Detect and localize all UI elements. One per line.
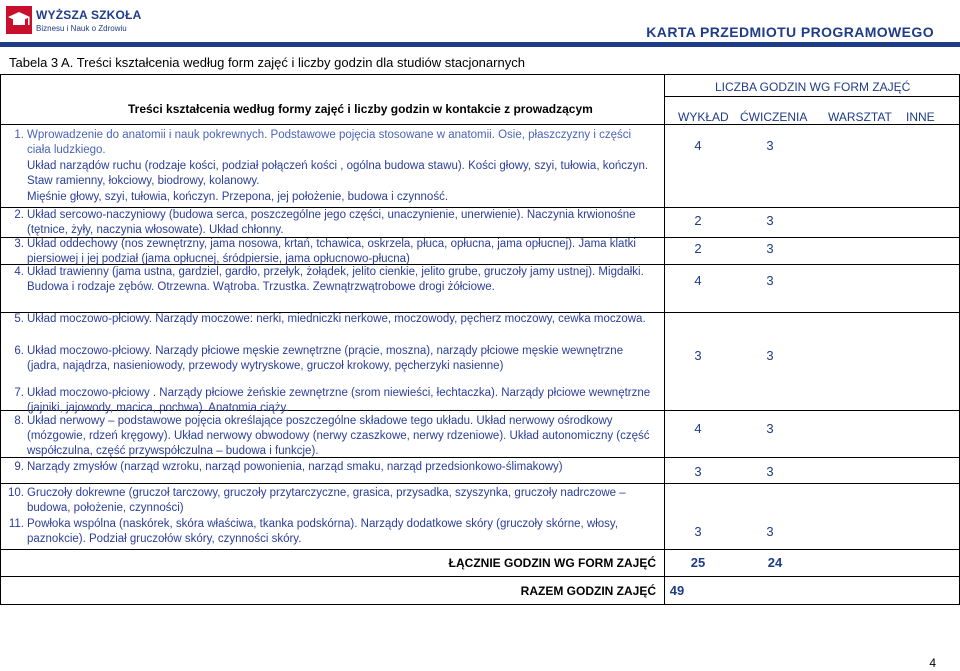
hours-group-header: LICZBA GODZIN WG FORM ZAJĘĆ (715, 80, 911, 94)
total-by-form-label: ŁĄCZNIE GODZIN WG FORM ZAJĘĆ (448, 556, 656, 570)
table-border-top (0, 74, 960, 75)
item-text: Układ trawienny (jama ustna, gardziel, gardło, przełyk, żołądek, jelito cienkie, jelito grube, gruczoły jamy ustnej). Migdałki. Budowa i rodzaje zębów. Otrzewna. Wątroba. Trzustka. Zewnątrzwątrobowe drogi żółciowe. (27, 266, 644, 293)
list-item (27, 190, 657, 205)
school-logo (6, 4, 142, 38)
column-header-wyklad: WYKŁAD (678, 110, 729, 124)
column-header-warsztat: WARSZTAT (828, 110, 892, 124)
column-divider (664, 74, 665, 605)
table-border-bottom (0, 604, 960, 605)
header-divider (0, 42, 960, 47)
table-header-divider (664, 96, 960, 97)
page-number: 4 (929, 656, 936, 670)
column-header-inne: INNE (906, 110, 935, 124)
total-hours-label: RAZEM GODZIN ZAJĘĆ (520, 584, 656, 598)
row-divider (0, 549, 960, 550)
hours-wyklad: 4 (694, 273, 702, 288)
table-caption: Tabela 3 A. Treści kształcenia według form zajęć i liczby godzin dla studiów stacjonarnych (9, 55, 525, 70)
hours-cwiczenia: 3 (766, 464, 774, 479)
list-item: 10. Gruczoły dokrewne (gruczoł tarczowy, gruczoły przytarczyczne, grasica, przysadka, szyszynka, gruczoły nadrczowe – budowa, położenie, czynności) (8, 487, 626, 514)
table-header-bottom (0, 124, 960, 125)
item-text: Narządy zmysłów (narząd wzroku, narząd powonienia, narząd smaku, narząd przedsionkowo-ślimakowy) (27, 461, 563, 473)
hours-wyklad: 4 (694, 138, 702, 153)
item-text: Mięśnie głowy, szyi, tułowia, kończyn. Przepona, jej położenie, budowa i czynność. (27, 191, 449, 203)
row-divider (0, 483, 960, 484)
hours-cwiczenia: 3 (766, 348, 774, 363)
item-text: Układ oddechowy (nos zewnętrzny, jama nosowa, krtań, tchawica, oskrzela, płuca, opłucna, jama opłucnej). Jama klatki piersiowej i jej podział (jama opłucnej, śródpiersie, jama opłucnowo-płucna) (27, 238, 636, 265)
item-text: Układ moczowo-płciowy. Narządy moczowe: nerki, miedniczki nerkowe, moczowody, pęcherz moczowy, cewka moczowa. (27, 313, 646, 325)
list-item: 2. Układ sercowo-naczyniowy (budowa serca, poszczególne jego części, unaczynienie, unerwienie). Naczynia krwionośne (tętnice, żyły, naczynia włosowate). Układ chłonny. (14, 209, 636, 236)
graduation-cap-icon (6, 6, 32, 34)
list-item: 8. Układ nerwowy – podstawowe pojęcia określające poszczególne składowe tego układu. Układ nerwowy ośrodkowy (mózgowie, rdzeń kręgowy). Układ nerwowy obwodowy (nerwy czaszkowe, nerwy rdzeniowe). Układ autonomiczny (część współczulna, część przywspółczulna – budowa i funkcje). (14, 415, 650, 457)
list-item: 4. Układ trawienny (jama ustna, gardziel, gardło, przełyk, żołądek, jelito cienkie, jelito grube, gruczoły jamy ustnej). Migdałki. Budowa i rodzaje zębów. Otrzewna. Wątroba. Trzustka. Zewnątrzwątrobowe drogi żółciowe. (14, 266, 644, 293)
item-text: Układ nerwowy – podstawowe pojęcia określające poszczególne składowe tego układu. Układ nerwowy ośrodkowy (mózgowie, rdzeń kręgowy). Układ nerwowy obwodowy (nerwy czaszkowe, nerwy rdzeniowe). Układ autonomiczny (część współczulna, część przywspółczulna – budowa i funkcje). (27, 415, 650, 457)
list-item: 1. Wprowadzenie do anatomii i nauk pokrewnych. Podstawowe pojęcia stosowane w anatomii. Osie, płaszczyzny i części ciała ludzkiego. (14, 129, 632, 156)
hours-cwiczenia: 3 (766, 421, 774, 436)
hours-wyklad: 2 (694, 241, 702, 256)
content-hours-table (0, 74, 960, 605)
list-item (27, 159, 657, 189)
logo-subtitle: Biznesu i Nauk o Zdrowiu (36, 24, 127, 33)
list-item: 9. Narządy zmysłów (narząd wzroku, narząd powonienia, narząd smaku, narząd przedsionkowo-ślimakowy) (14, 461, 563, 473)
row-divider (0, 576, 960, 577)
hours-cwiczenia: 3 (766, 138, 774, 153)
list-item: 5. Układ moczowo-płciowy. Narządy moczowe: nerki, miedniczki nerkowe, moczowody, pęcherz moczowy, cewka moczowa. (14, 313, 646, 325)
logo-name: WYŻSZA SZKOŁA (36, 8, 142, 22)
hours-wyklad: 4 (694, 421, 702, 436)
hours-wyklad: 3 (694, 524, 702, 539)
content-column-header: Treści kształcenia według formy zajęć i liczby godzin w kontakcie z prowadzącym (128, 102, 593, 116)
total-hours-value: 49 (669, 583, 685, 598)
item-text: Układ sercowo-naczyniowy (budowa serca, poszczególne jego części, unaczynienie, unerwienie). Naczynia krwionośne (tętnice, żyły, naczynia włosowate). Układ chłonny. (27, 209, 636, 236)
total-wyklad: 25 (690, 555, 706, 570)
hours-cwiczenia: 3 (766, 213, 774, 228)
item-text: Wprowadzenie do anatomii i nauk pokrewnych. Podstawowe pojęcia stosowane w anatomii. Osie, płaszczyzny i części ciała ludzkiego. (27, 129, 632, 156)
hours-cwiczenia: 3 (766, 241, 774, 256)
hours-cwiczenia: 3 (766, 273, 774, 288)
item-text: Powłoka wspólna (naskórek, skóra właściwa, tkanka podskórna). Narządy dodatkowe skóry (gruczoły skórne, włosy, paznokcie). Podział gruczołów skóry, czynności skóry. (27, 518, 619, 545)
list-item: 3. Układ oddechowy (nos zewnętrzny, jama nosowa, krtań, tchawica, oskrzela, płuca, opłucna, jama opłucnej). Jama klatki piersiowej i jej podział (jama opłucnej, śródpiersie, jama opłucnowo-płucna) (14, 238, 636, 265)
item-text: Gruczoły dokrewne (gruczoł tarczowy, gruczoły przytarczyczne, grasica, przysadka, szyszynka, gruczoły nadrczowe – budowa, położenie, czynności) (27, 487, 626, 514)
column-header-cwiczenia: ĆWICZENIA (740, 110, 808, 124)
hours-wyklad: 2 (694, 213, 702, 228)
hours-wyklad: 3 (694, 348, 702, 363)
hours-wyklad: 3 (694, 464, 702, 479)
list-item: 11. Powłoka wspólna (naskórek, skóra właściwa, tkanka podskórna). Narządy dodatkowe skóry (gruczoły skórne, włosy, paznokcie). Podział gruczołów skóry, czynności skóry. (8, 518, 619, 545)
table-border-left (0, 74, 1, 605)
item-text: Układ moczowo-płciowy . Narządy płciowe żeńskie zewnętrzne (srom niewieści, łechtaczka). Narządy płciowe wewnętrzne (jajniki, jajowody, macica, pochwa). Anatomia ciąży. (27, 387, 651, 414)
item-text: Układ narządów ruchu (rodzaje kości, podział połączeń kości , ogólna budowa stawu). Kości głowy, szyi, tułowia, kończyn. Staw ramienny, łokciowy, biodrowy, kolanowy. (27, 160, 649, 187)
item-text: Układ moczowo-płciowy. Narządy płciowe męskie zewnętrzne (prącie, moszna), narządy płciowe męskie wewnętrzne (jadra, najądrza, nasieniowody, przewody wytryskowe, gruczoł krokowy, pęcherzyki nasienne) (27, 345, 624, 372)
total-cwiczenia: 24 (767, 555, 783, 570)
hours-cwiczenia: 3 (766, 524, 774, 539)
list-item: 7. Układ moczowo-płciowy . Narządy płciowe żeńskie zewnętrzne (srom niewieści, łechtaczka). Narządy płciowe wewnętrzne (jajniki, jajowody, macica, pochwa). Anatomia ciąży. (14, 387, 651, 414)
list-item: 6. Układ moczowo-płciowy. Narządy płciowe męskie zewnętrzne (prącie, moszna), narządy płciowe męskie wewnętrzne (jadra, najądrza, nasieniowody, przewody wytryskowe, gruczoł krokowy, pęcherzyki nasienne) (14, 345, 624, 372)
document-title: KARTA PRZEDMIOTU PROGRAMOWEGO (646, 24, 934, 40)
